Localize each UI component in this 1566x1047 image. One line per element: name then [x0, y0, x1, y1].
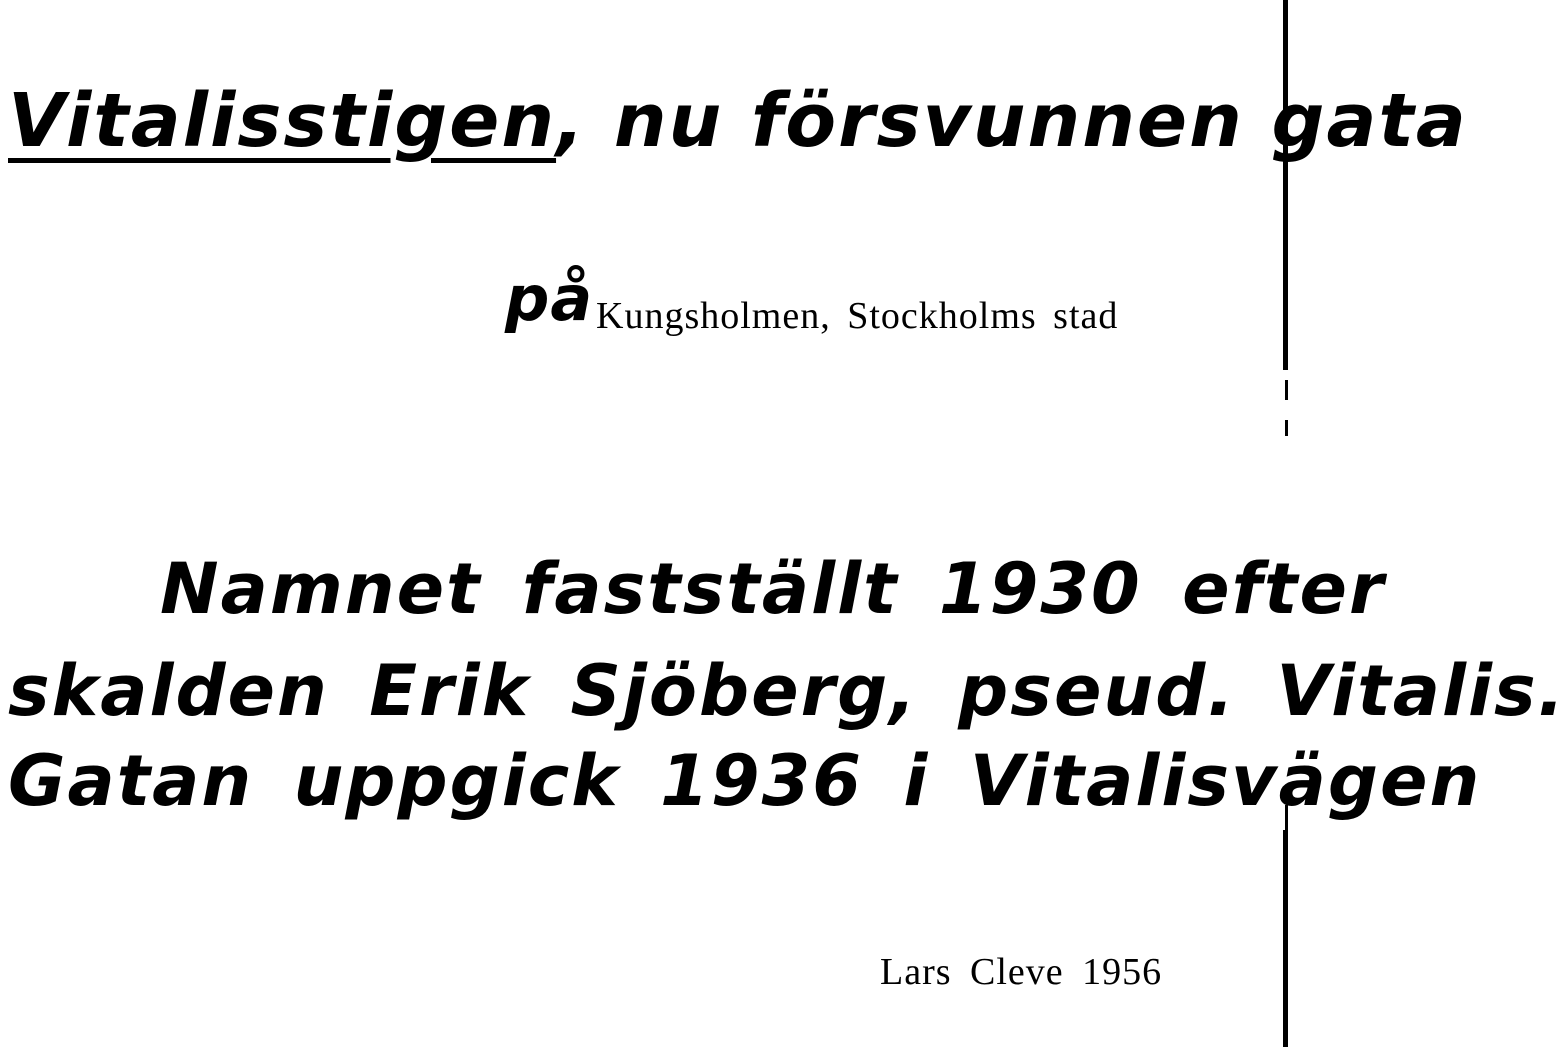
- card-edge-dash: [1285, 420, 1288, 436]
- street-name: Vitalisstigen: [8, 78, 557, 164]
- location-text: Kungsholmen, Stockholms stad: [596, 295, 1119, 337]
- location-prefix: på: [505, 262, 594, 335]
- body-line-3: Gatan uppgick 1936 i Vitalisvägen: [8, 740, 1482, 822]
- card-title: [8, 78, 1468, 164]
- signature: Lars Cleve 1956: [880, 951, 1163, 993]
- title-rest: , nu försvunnen gata: [556, 78, 1468, 164]
- card-edge-dash: [1285, 380, 1288, 400]
- body-line-1: Namnet fastställt 1930 efter: [160, 548, 1386, 630]
- body-line-2: skalden Erik Sjöberg, pseud. Vitalis.: [8, 650, 1566, 732]
